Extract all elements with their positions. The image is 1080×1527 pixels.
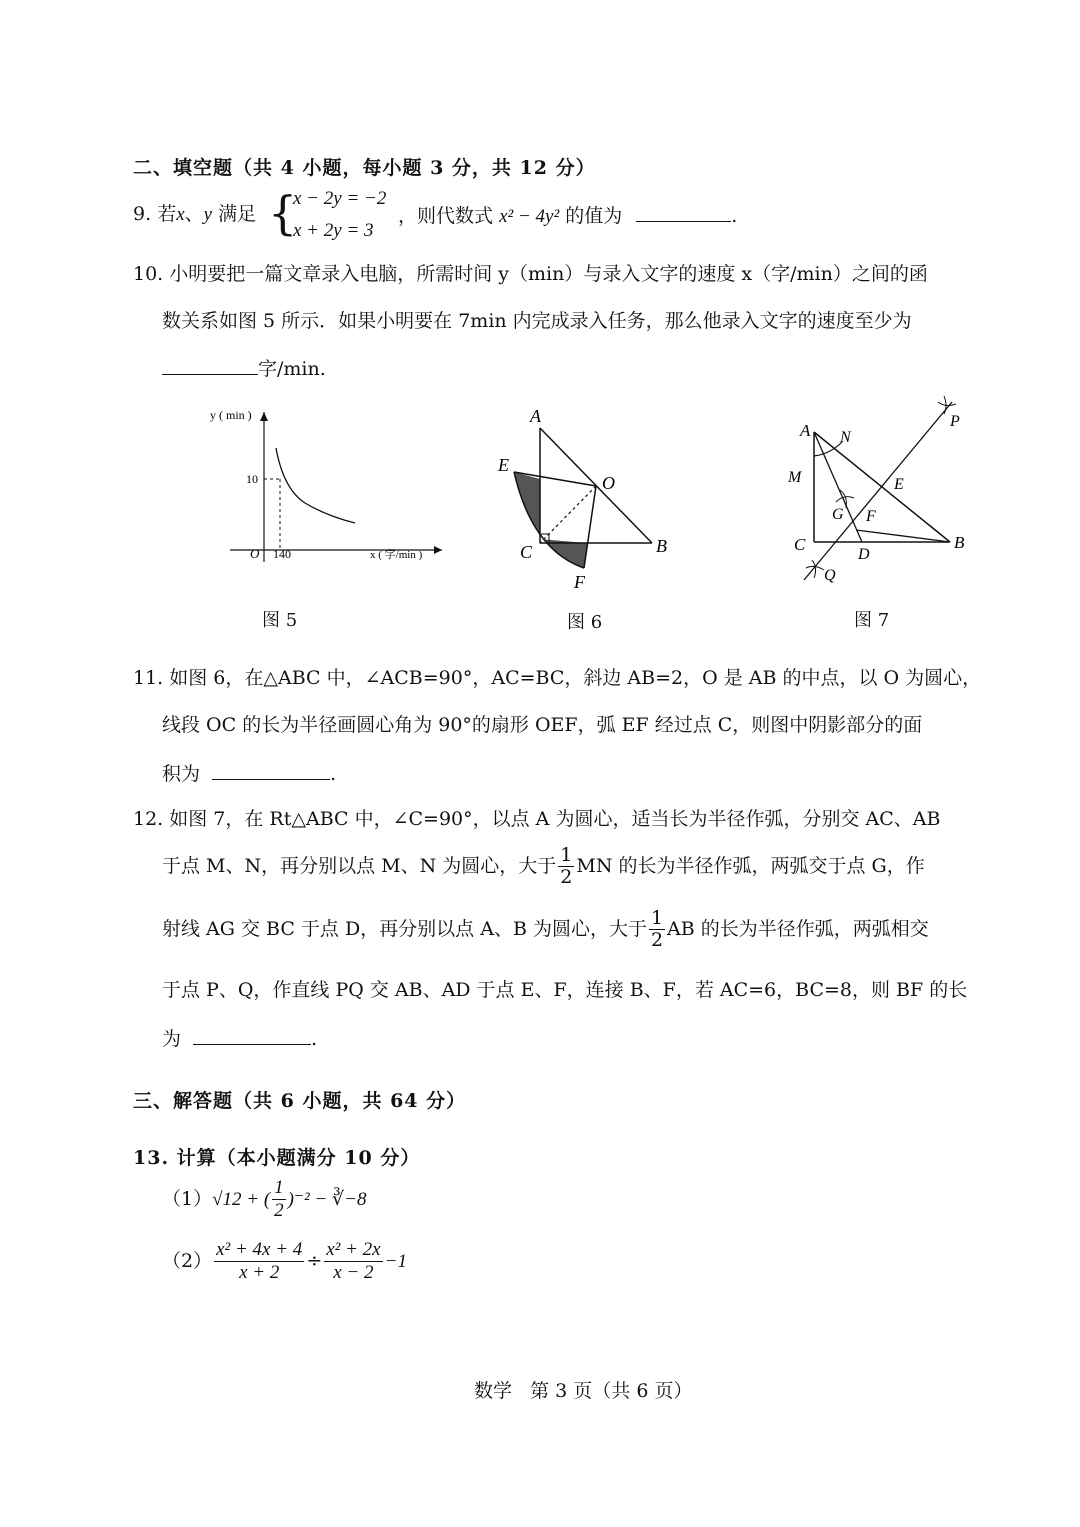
fig6-label-O: O (602, 473, 615, 493)
q13-part-1 (162, 1178, 366, 1222)
q13-p1-den: 2 (274, 1199, 284, 1221)
q13-p2-den2: x − 2 (333, 1261, 374, 1283)
q9-answer-blank[interactable] (636, 203, 731, 222)
fig5-x-arrow (434, 546, 442, 554)
fig7-label-B: B (954, 533, 965, 552)
q9-end: . (731, 205, 738, 227)
q12-line-1: 12. 如图 7，在 Rt△ABC 中，∠C=90°，以点 A 为圆心，适当长为半径作弧，分别交 AC、AB (133, 808, 941, 830)
q11-answer-blank[interactable] (212, 761, 330, 780)
brace: { (268, 186, 298, 240)
q9-mid: 满足 (218, 203, 257, 225)
q9-equation-2: x + 2y = 3 (293, 220, 374, 241)
q13-p2-num1: x² + 4x + 4 (216, 1239, 303, 1260)
fig5-x-label: x ( 字/min ) (370, 549, 423, 561)
q12-frac1-num: 1 (560, 844, 573, 866)
q12-frac2-num: 1 (650, 907, 664, 929)
q12-answer-blank[interactable] (193, 1026, 311, 1045)
fig6-caption: 图 6 (567, 612, 603, 633)
q12-frac1-den: 2 (560, 865, 573, 888)
fig7-label-F: F (866, 508, 876, 525)
q9-var-x: x (176, 204, 185, 225)
fig6-label-C: C (520, 542, 533, 562)
q13-p2-den1: x + 2 (239, 1261, 280, 1283)
q10-answer-blank[interactable] (162, 356, 258, 375)
q12-line-3 (162, 908, 929, 952)
q11-line-2: 线段 OC 的长为半径画圆心角为 90°的扇形 OEF，弧 EF 经过点 C，则图中阴影部分的面 (162, 714, 923, 736)
fig5-caption: 图 5 (262, 610, 298, 631)
q13-p1-fraction (272, 1178, 286, 1222)
q13-p1-a: √12 + ( (212, 1188, 271, 1210)
q11-line-3 (162, 761, 336, 786)
q13-part-2 (162, 1240, 407, 1284)
question-9 (133, 203, 256, 227)
page-footer: 数学 第 3 页（共 6 页） (474, 1380, 693, 1402)
q9-equation-1: x − 2y = −2 (293, 188, 387, 209)
q13-p1-num: 1 (274, 1177, 284, 1198)
q10-line-1: 10. 小明要把一篇文章录入电脑，所需时间 y（min）与录入文字的速度 x（字/min）之间的函 (133, 263, 928, 285)
figure-6 (490, 400, 680, 600)
q9-rest (398, 203, 737, 229)
q10-line-3 (162, 356, 326, 381)
fig7-arc-P1 (938, 402, 956, 406)
fig5-origin: O (250, 546, 260, 561)
fig7-label-D: D (858, 546, 870, 563)
fig6-label-B: B (656, 536, 667, 556)
q10-unit: 字/min. (258, 358, 326, 380)
q11-end: . (330, 763, 337, 785)
q12-line-4: 于点 P、Q，作直线 PQ 交 AB、AD 于点 E、F，连接 B、F，若 AC=6，BC=8，则 BF 的长 (162, 979, 968, 1001)
q11-line-1: 11. 如图 6，在△ABC 中，∠ACB=90°，AC=BC，斜边 AB=2，O 是 AB 的中点，以 O 为圆心， (133, 667, 982, 689)
q9-lead: 若 (157, 203, 177, 225)
q9-sep: 、 (184, 203, 204, 225)
q11-prefix: 积为 (162, 763, 201, 785)
q12-frac2-den: 2 (650, 928, 664, 951)
q13-p2-fraction-1 (214, 1240, 304, 1284)
fig6-radius-OF (584, 486, 596, 568)
section-2-title: 二、填空题（共 4 小题，每小题 3 分，共 12 分） (133, 157, 596, 179)
fig6-label-A: A (530, 406, 541, 426)
fig7-label-E: E (894, 476, 904, 493)
fig5-x-tick: 140 (273, 547, 291, 561)
q12-end: . (311, 1028, 318, 1050)
q13-p2-divide: ÷ (306, 1249, 323, 1272)
q12-fraction-2 (649, 908, 665, 952)
fig7-ray-AD (814, 432, 862, 542)
q9-var-y: y (203, 204, 213, 225)
q12-prefix: 为 (162, 1028, 182, 1050)
q12-fraction-1 (558, 845, 574, 889)
q9-number: 9. (133, 203, 152, 225)
q13-p1-label: （1） (162, 1187, 213, 1210)
q13-p2-num2: x² + 2x (326, 1239, 381, 1260)
q9-after: ，则代数式 (398, 205, 494, 227)
q12-line3-a: 射线 AG 交 BC 于点 D，再分别以点 A、B 为圆心，大于 (162, 917, 647, 940)
q13-p2-fraction-2 (324, 1240, 382, 1284)
fig5-curve (276, 448, 355, 523)
q13-p1-b: )⁻² − ∛−8 (287, 1188, 367, 1210)
q13-p2-label: （2） (162, 1249, 213, 1272)
fig7-segment-BF (856, 530, 950, 542)
fig6-label-E: E (498, 455, 509, 475)
q12-line2-b: MN 的长为半径作弧，两弧交于点 G，作 (576, 854, 925, 877)
fig7-label-N: N (840, 429, 851, 446)
q12-line-2 (162, 845, 925, 889)
fig7-label-A: A (800, 421, 811, 440)
figure-5 (200, 400, 450, 570)
q13-title: 13. 计算（本小题满分 10 分） (133, 1147, 421, 1169)
q12-line3-b: AB 的长为半径作弧，两弧相交 (667, 917, 929, 940)
q12-line2-a: 于点 M、N，再分别以点 M、N 为圆心，大于 (162, 854, 557, 877)
fig5-y-label: y ( min ) (210, 408, 252, 422)
fig7-caption: 图 7 (854, 610, 890, 631)
figure-7 (780, 390, 980, 590)
fig7-label-G: G (832, 506, 844, 523)
section-3-title: 三、解答题（共 6 小题，共 64 分） (133, 1090, 467, 1112)
fig7-label-Q: Q (824, 567, 836, 584)
q13-p2-tail: −1 (384, 1250, 407, 1272)
fig7-label-M: M (788, 469, 802, 486)
fig7-label-P: P (950, 413, 960, 430)
fig7-line-PQ (804, 402, 952, 580)
fig5-y-tick: 10 (246, 472, 258, 486)
q12-line-5 (162, 1026, 317, 1051)
fig6-label-F: F (574, 572, 585, 592)
q9-expression: x² − 4y² (499, 206, 560, 227)
fig5-y-arrow (260, 412, 268, 421)
fig7-label-C: C (794, 535, 806, 554)
q10-line-2: 数关系如图 5 所示．如果小明要在 7min 内完成录入任务，那么他录入文字的速度至少为 (162, 310, 912, 332)
fig6-unshaded-triangle (540, 479, 588, 543)
q9-tail: 的值为 (565, 205, 623, 227)
